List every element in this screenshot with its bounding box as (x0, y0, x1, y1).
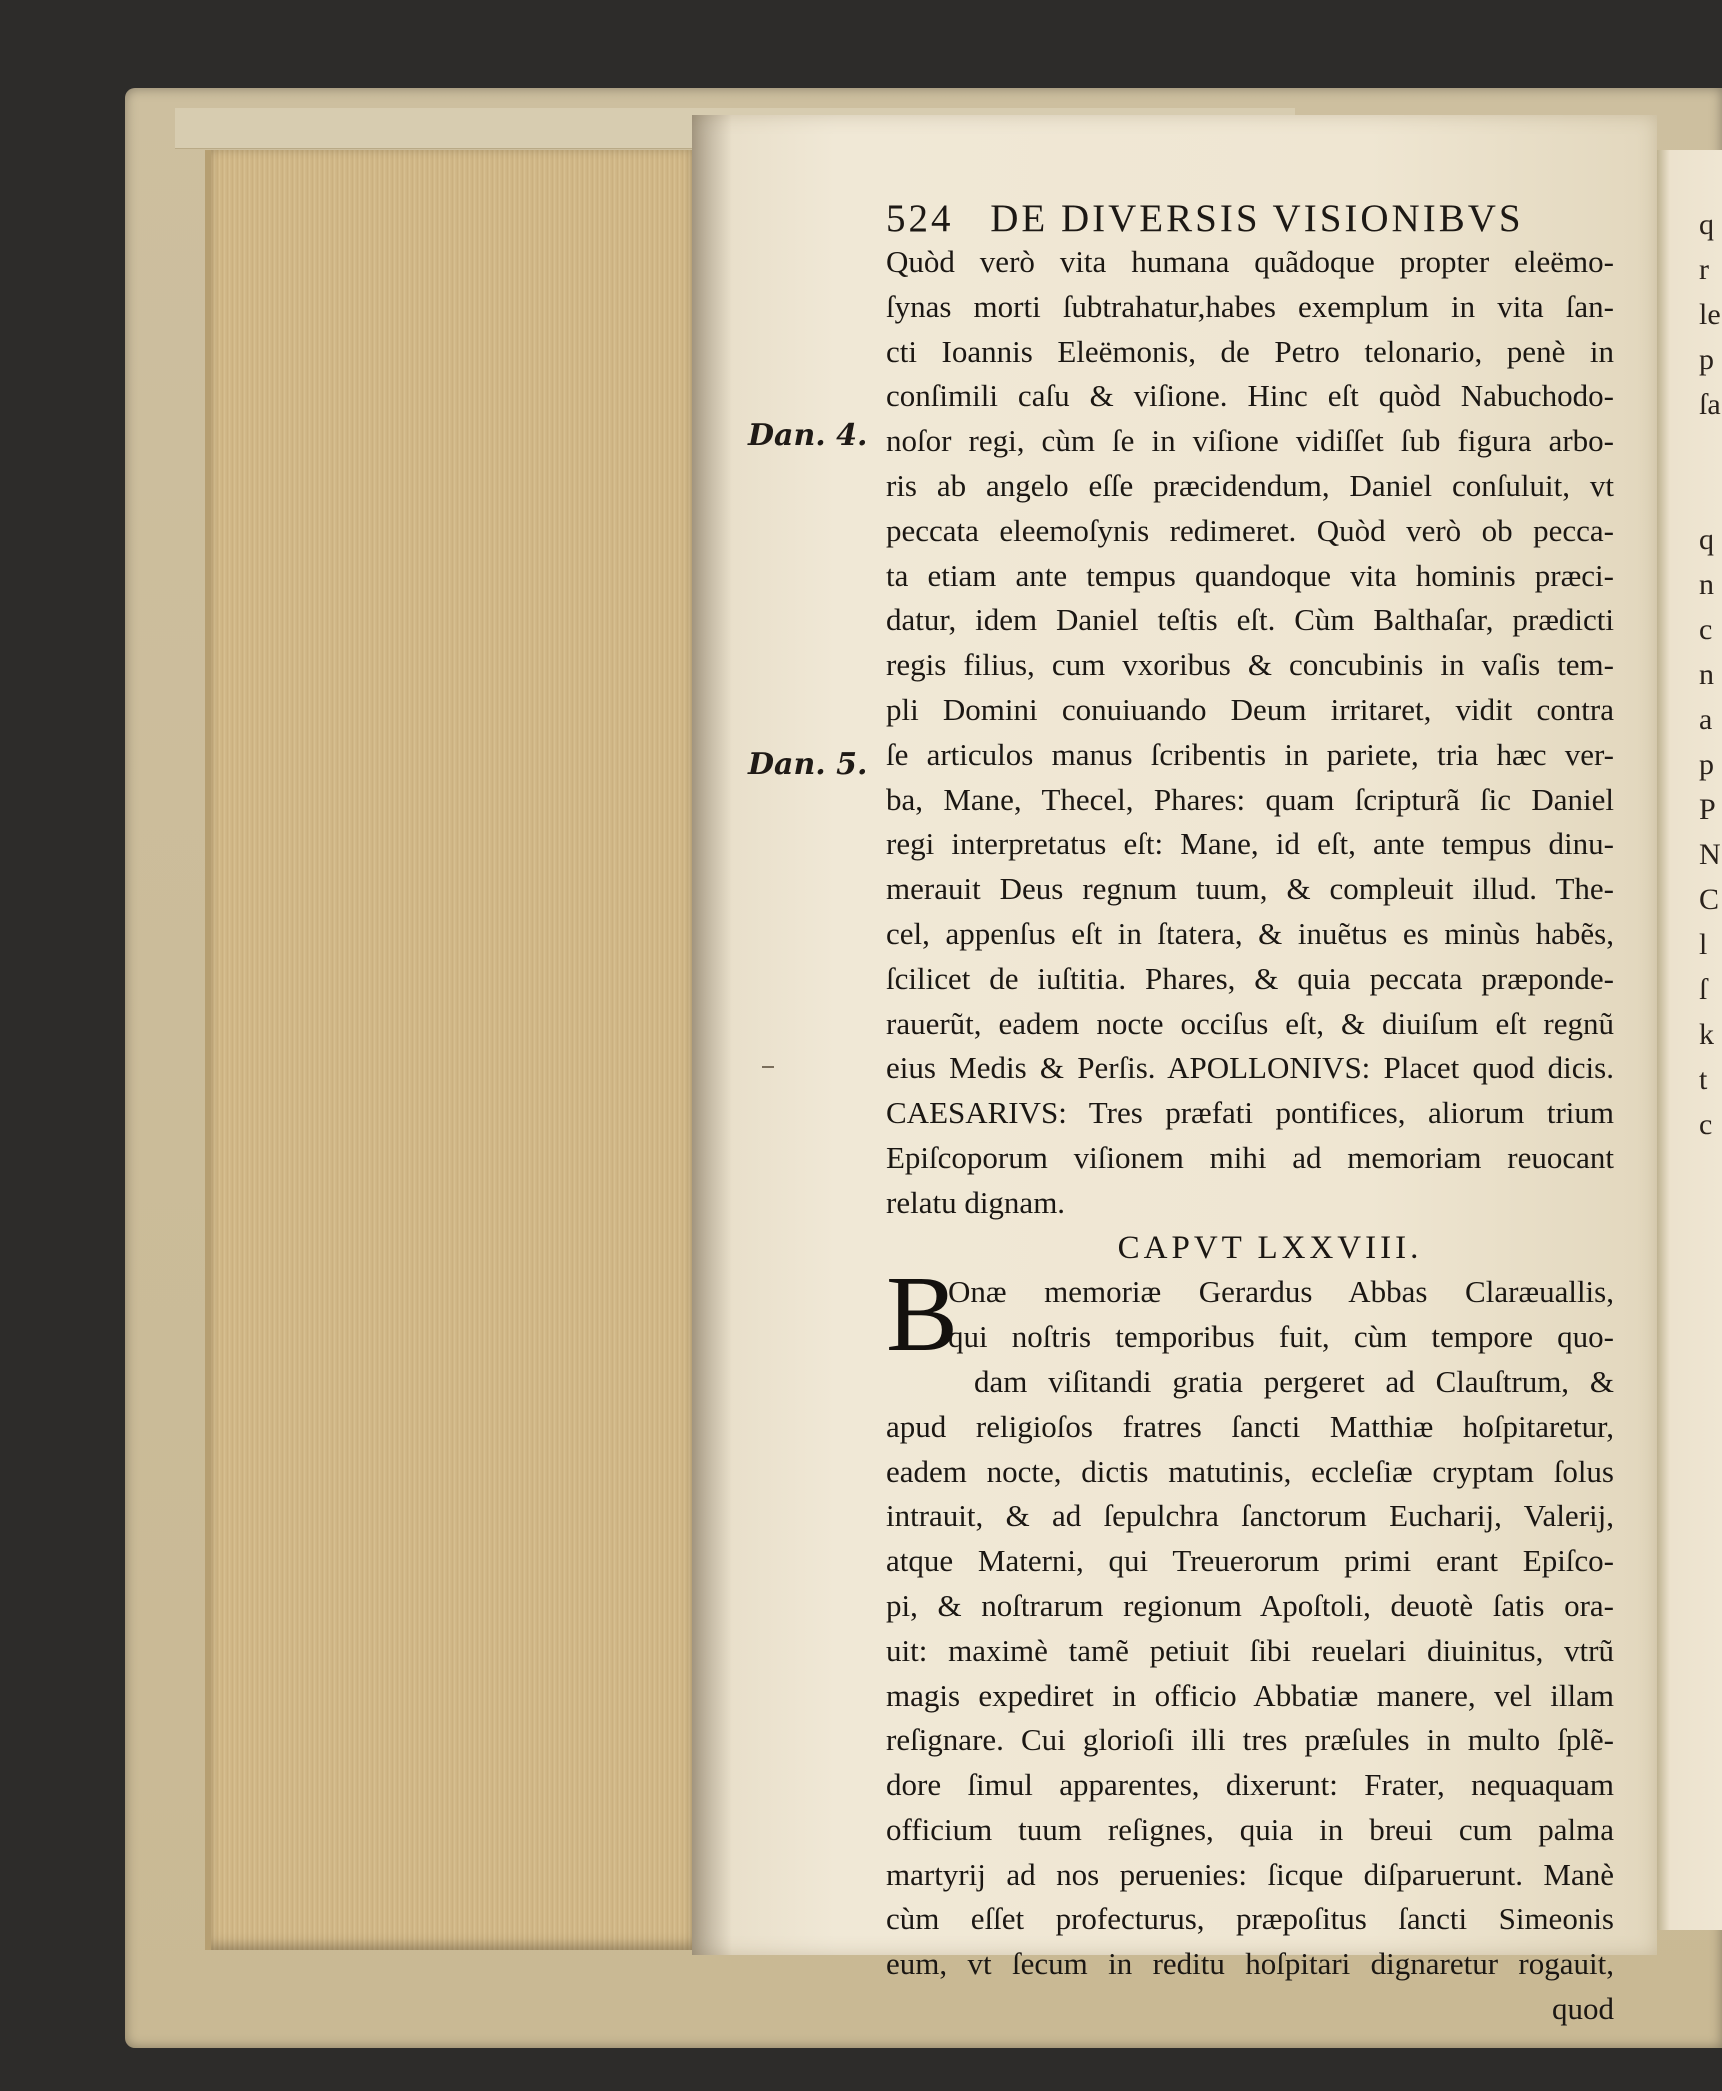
text-line: noſor regi, cùm ſe in viſione vidiſſet ſub figura arbo- (886, 423, 1614, 459)
text-line: ſe articulos manus ſcribentis in pariete, tria hæc ver- (886, 736, 1614, 772)
text-line: ba, Mane, Thecel, Phares: quam ſcripturã ſic Daniel (886, 781, 1614, 817)
running-title: DE DIVERSIS VISIONIBVS (990, 197, 1524, 240)
facing-page-edge (1657, 150, 1722, 1930)
facing-fragment: r (1699, 253, 1709, 286)
text-line: qui noſtris temporibus fuit, cùm tempore quo- (948, 1319, 1614, 1355)
running-head (886, 196, 1666, 241)
text-line: rauerũt, eadem nocte occiſus eſt, & diuiſum eſt regnũ (886, 1005, 1614, 1041)
page-block-edge (205, 150, 698, 1950)
facing-fragment: le (1699, 298, 1721, 331)
text-line: datur, idem Daniel teſtis eſt. Cùm Balthaſar, prædicti (886, 602, 1614, 638)
facing-fragment: c (1699, 1108, 1713, 1141)
facing-fragment: p (1699, 748, 1714, 781)
margin-mark (762, 1066, 774, 1068)
margin-note: Dan. 5. (748, 747, 868, 782)
facing-fragment: q (1699, 208, 1714, 241)
text-line: uit: maximè tamẽ petiuit ſibi reuelari diuinitus, vtrũ (886, 1632, 1614, 1668)
text-line: pi, & noſtrarum regionum Apoſtoli, deuotè ſatis ora- (886, 1587, 1614, 1623)
text-line: atque Materni, qui Treuerorum primi erant Epiſco- (886, 1543, 1614, 1579)
facing-fragment: N (1699, 838, 1721, 871)
page-text (886, 240, 1614, 2032)
chapter-text (886, 1255, 1614, 2032)
text-line: officium tuum reſignes, quia in breui cum palma (886, 1811, 1614, 1847)
facing-fragment: ſ (1699, 973, 1708, 1006)
text-line: reſignare. Cui glorioſi illi tres præſules in multo ſplẽ- (886, 1722, 1614, 1758)
chapter-heading: CAPVT LXXVIII. (1117, 1229, 1423, 1266)
margin-note: Dan. 4. (748, 418, 868, 453)
text-line: Onæ memoriæ Gerardus Abbas Claræuallis, (948, 1274, 1614, 1310)
facing-fragment: P (1699, 793, 1716, 826)
text-line: ris ab angelo eſſe præcidendum, Daniel conſuluit, vt (886, 467, 1614, 503)
facing-fragment: a (1699, 703, 1713, 736)
text-line: ſynas morti ſubtrahatur,habes exemplum in vita ſan- (886, 288, 1614, 324)
text-line: eadem nocte, dictis matutinis, eccleſiæ cryptam ſolus (886, 1453, 1614, 1489)
text-line: regis filius, cum vxoribus & concubinis in vaſis tem- (886, 647, 1614, 683)
text-line: Quòd verò vita humana quãdoque propter eleëmo- (886, 244, 1614, 279)
text-line: martyrij ad nos peruenies: ſicque diſparuerunt. Manè (886, 1856, 1614, 1892)
text-line: ſcilicet de iuſtitia. Phares, & quia peccata præponde- (886, 960, 1614, 996)
text-line: Epiſcoporum viſionem mihi ad memoriam reuocant (886, 1139, 1614, 1175)
facing-fragment: l (1699, 928, 1708, 961)
text-line: cel, appenſus eſt in ſtatera, & inuẽtus es minùs habẽs, (886, 915, 1614, 951)
text-line: regi interpretatus eſt: Mane, id eſt, ante tempus dinu- (886, 826, 1614, 862)
text-line: intrauit, & ad ſepulchra ſanctorum Eucharij, Valerij, (886, 1498, 1614, 1534)
facing-fragment: ſa (1699, 388, 1721, 421)
text-line: CAESARIVS: Tres præfati pontifices, aliorum trium (886, 1095, 1614, 1131)
text-line: ta etiam ante tempus quandoque vita hominis præci- (886, 557, 1614, 593)
facing-fragment: q (1699, 523, 1714, 556)
text-line: cùm eſſet profecturus, præpoſitus ſancti Simeonis (886, 1901, 1614, 1937)
text-line: magis expediret in officio Abbatiæ manere, vel illam (886, 1677, 1614, 1713)
facing-fragment: n (1699, 658, 1714, 691)
drop-cap: B (886, 1255, 959, 1375)
page-number: 524 (886, 197, 954, 240)
facing-fragment: k (1699, 1018, 1714, 1051)
text-line: merauit Deus regnum tuum, & compleuit illud. The- (886, 871, 1614, 907)
facing-fragment: n (1699, 568, 1714, 601)
text-line: conſimili caſu & viſione. Hinc eſt quòd Nabuchodo- (886, 378, 1614, 414)
text-line: eius Medis & Perſis. APOLLONIVS: Placet quod dicis. (886, 1050, 1614, 1086)
text-line: apud religioſos fratres ſancti Matthiæ hoſpitaretur, (886, 1408, 1614, 1444)
facing-fragment: c (1699, 613, 1713, 646)
catchword: quod (1552, 1991, 1614, 2027)
text-line: dore ſimul apparentes, dixerunt: Frater, nequaquam (886, 1767, 1614, 1803)
text-line: cti Ioannis Eleëmonis, de Petro telonario, penè in (886, 333, 1614, 369)
gutter-shadow (692, 115, 732, 1955)
facing-fragment: C (1699, 883, 1720, 916)
text-line: eum, vt ſecum in reditu hoſpitari dignaretur rogauit, (886, 1946, 1614, 1982)
text-line: peccata eleemoſynis redimeret. Quòd verò ob pecca- (886, 512, 1614, 548)
facing-fragment: t (1699, 1063, 1708, 1096)
text-line: pli Domini conuiuando Deum irritaret, vidit contra (886, 691, 1614, 727)
text-line: dam viſitandi gratia pergeret ad Clauſtrum, & (974, 1363, 1614, 1399)
facing-fragment: p (1699, 343, 1714, 376)
text-line: relatu dignam. (886, 1184, 1066, 1220)
